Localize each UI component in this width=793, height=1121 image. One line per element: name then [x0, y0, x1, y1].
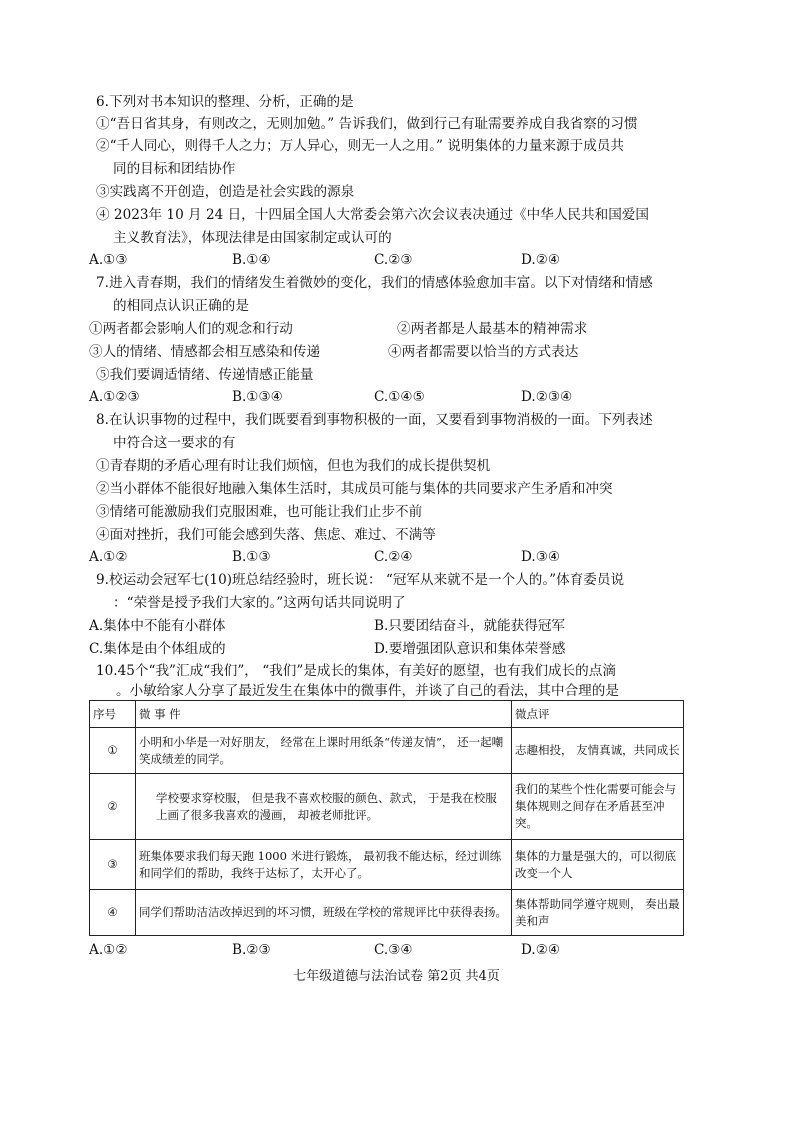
q10-row-num: ① — [90, 728, 136, 774]
q8-option-c[interactable]: C.②④ — [374, 549, 413, 565]
table-row — [90, 840, 684, 890]
q6-statement-4: ④ 2023年 10 月 24 日，十四届全国人大常委会第六次会议表决通过《中华人民共和国爱国 — [96, 207, 649, 223]
q10-row-comment: 集体帮助同学遵守规则， 奏出最美和声 — [512, 890, 684, 936]
q10-option-c[interactable]: C.③④ — [374, 942, 413, 958]
q10-row-comment: 志趣相投， 友情真诚，共同成长 — [512, 728, 684, 774]
q8-option-a[interactable]: A.①② — [89, 549, 128, 565]
q10-row-event: 班集体要求我们每天跑 1000 米进行锻炼， 最初我不能达标，经过训练和同学们的帮助，我终于达标了，太开心了。 — [136, 840, 512, 890]
q10-row-num: ④ — [90, 890, 136, 936]
q7-stem: 7.进入青春期，我们的情绪发生着微妙的变化，我们的情感体验愈加丰富。以下对情绪和情感 — [96, 275, 653, 291]
q6-statement-4-cont: 主义教育法》，体现法律是由国家制定或认可的 — [113, 230, 392, 246]
q10-row-comment: 我们的某些个性化需要可能会与集体规则之间存在矛盾甚至冲突。 — [512, 774, 684, 840]
q9-option-d[interactable]: D.要增强团队意识和集体荣誉感 — [374, 641, 566, 657]
q9-option-a[interactable]: A.集体中不能有小群体 — [89, 618, 226, 634]
q10-row-event: 学校要求穿校服， 但是我不喜欢校服的颜色、款式， 于是我在校服上画了很多我喜欢的漫画， 却被老师批评。 — [136, 774, 512, 840]
table-row — [90, 774, 684, 840]
q10-row-num: ② — [90, 774, 136, 840]
q7-option-a[interactable]: A.①②③ — [89, 389, 140, 405]
q7-stem-cont: 的相同点认识正确的是 — [113, 298, 249, 314]
q9-option-c[interactable]: C.集体是由个体组成的 — [89, 641, 226, 657]
q8-stem-cont: 中符合这一要求的有 — [113, 435, 236, 451]
q10-row-comment: 集体的力量是强大的，可以彻底改变一个人 — [512, 840, 684, 890]
q10-header-comment: 微点评 — [512, 701, 684, 728]
q6-option-a[interactable]: A.①③ — [89, 252, 128, 268]
q7-option-c[interactable]: C.①④⑤ — [374, 389, 425, 405]
q10-header-event: 微 事 件 — [136, 701, 512, 728]
q6-option-d[interactable]: D.②④ — [521, 252, 561, 268]
q8-option-b[interactable]: B.①③ — [232, 549, 271, 565]
q7-option-b[interactable]: B.①③④ — [232, 389, 283, 405]
q10-header-num: 序号 — [90, 701, 136, 728]
table-row — [90, 890, 684, 936]
q7-statement-5: ⑤我们要调适情绪、传递情感正能量 — [96, 367, 314, 383]
q6-statement-2-cont: 同的目标和团结协作 — [113, 161, 236, 177]
q7-statement-2: ②两者都是人最基本的精神需求 — [397, 321, 588, 337]
q8-statement-3: ③情绪可能激励我们克服困难，也可能让我们止步不前 — [96, 504, 423, 520]
q10-option-a[interactable]: A.①② — [89, 942, 128, 958]
q7-statement-3: ③人的情绪、情感都会相互感染和传递 — [89, 344, 321, 360]
q8-option-d[interactable]: D.③④ — [521, 549, 561, 565]
q10-stem: 10.45个“我”汇成“我们”， “我们”是成长的集体，有美好的愿望，也有我们成长的点滴 — [96, 663, 616, 679]
q9-stem: 9.校运动会冠军七(10)班总结经验时，班长说： “冠军从来就不是一个人的。”体育委员说 — [96, 572, 625, 588]
q10-row-event: 小明和小华是一对好朋友， 经常在上课时用纸条“传递友情”， 还一起嘲笑成绩差的同学。 — [136, 728, 512, 774]
q10-table-header — [90, 701, 684, 728]
q10-row-num: ③ — [90, 840, 136, 890]
q6-option-b[interactable]: B.①④ — [232, 252, 271, 268]
q7-statement-4: ④两者都需要以恰当的方式表达 — [388, 344, 579, 360]
q8-stem: 8.在认识事物的过程中，我们既要看到事物积极的一面，又要看到事物消极的一面。下列表述 — [96, 412, 653, 428]
table-row — [90, 728, 684, 774]
q8-statement-1: ①青春期的矛盾心理有时让我们烦恼，但也为我们的成长提供契机 — [96, 458, 491, 474]
q10-option-d[interactable]: D.②④ — [521, 942, 561, 958]
q9-stem-cont: ：“荣誉是授予我们大家的。”这两句话共同说明了 — [113, 595, 406, 611]
q8-statement-4: ④面对挫折，我们可能会感到失落、焦虑、难过、不满等 — [96, 527, 436, 543]
q7-option-d[interactable]: D.②③④ — [521, 389, 573, 405]
q6-statement-1: ①“吾日省其身，有则改之，无则加勉。” 告诉我们，做到行己有耻需要养成自我省察的习惯 — [96, 116, 638, 132]
q6-option-c[interactable]: C.②③ — [374, 252, 413, 268]
q6-statement-2: ②“千人同心，则得千人之力；万人异心，则无一人之用。” 说明集体的力量来源于成员共 — [96, 138, 624, 154]
q6-stem: 6.下列对书本知识的整理、分析，正确的是 — [96, 94, 354, 110]
q10-row-event: 同学们帮助洁洁改掉迟到的坏习惯，班级在学校的常规评比中获得表扬。 — [136, 890, 512, 936]
page-footer: 七年级道德与法治试卷 第2页 共4页 — [293, 969, 500, 984]
q7-statement-1: ①两者都会影响人们的观念和行动 — [89, 321, 293, 337]
q9-option-b[interactable]: B.只要团结奋斗，就能获得冠军 — [374, 618, 566, 634]
q6-statement-3: ③实践离不开创造，创造是社会实践的源泉 — [96, 184, 355, 200]
q10-option-b[interactable]: B.②③ — [232, 942, 271, 958]
q8-statement-2: ②当小群体不能很好地融入集体生活时，其成员可能与集体的共同要求产生矛盾和冲突 — [96, 481, 613, 497]
q10-stem-cont: 。小敏给家人分享了最近发生在集体中的微事件，并谈了自己的看法，其中合理的是 — [116, 683, 619, 699]
q10-table — [89, 700, 684, 936]
